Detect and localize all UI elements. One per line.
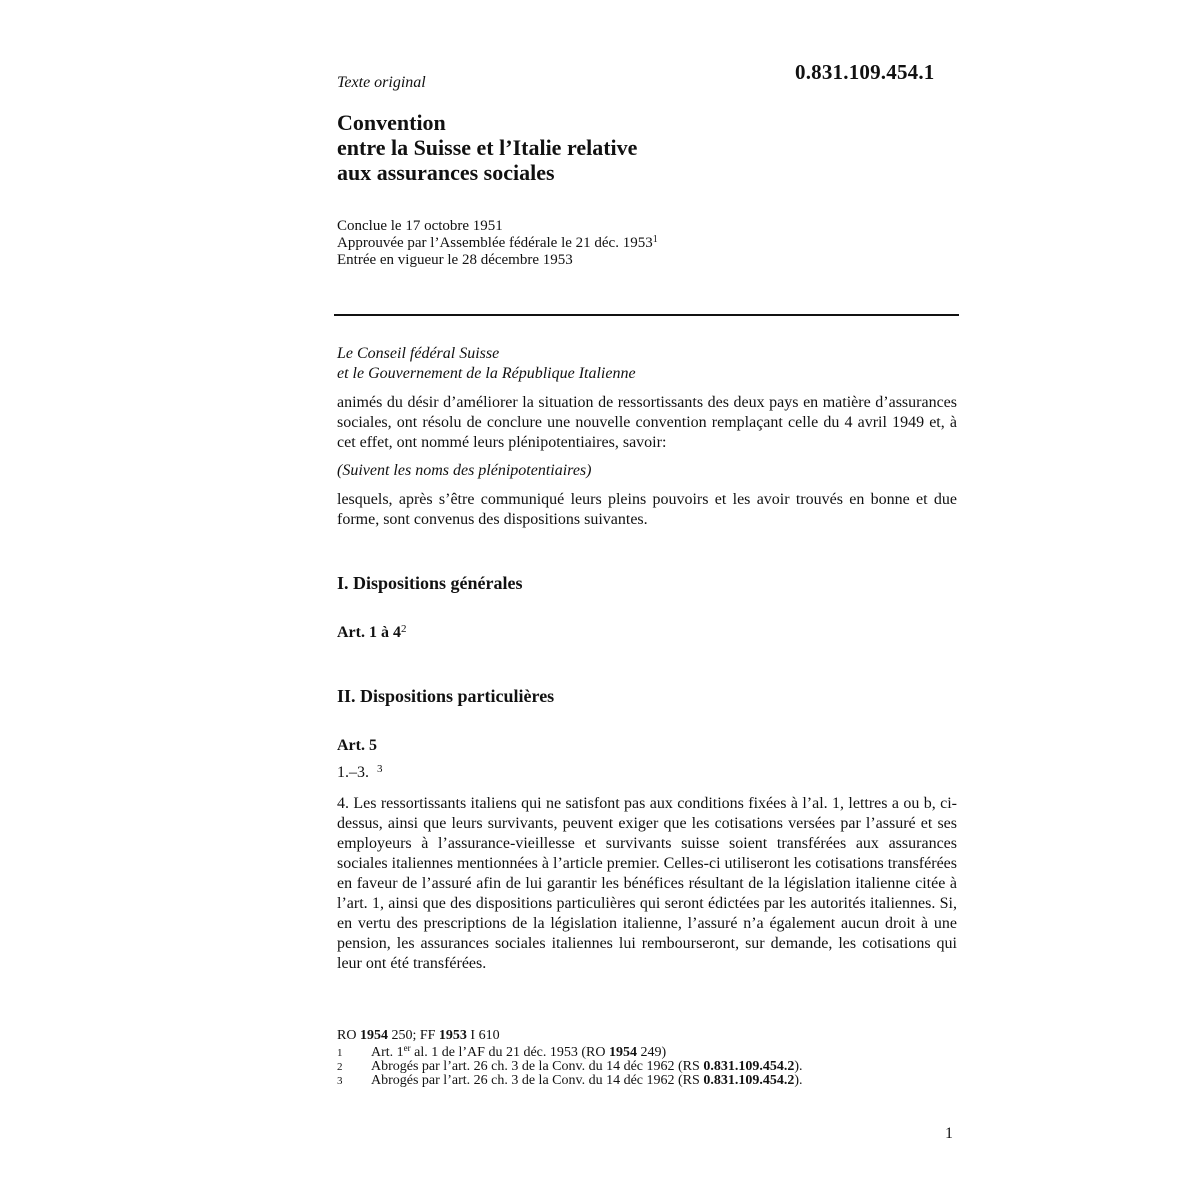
footnote-2-number: 2 (337, 1061, 343, 1073)
ro-ff-reference: RO 1954 250; FF 1953 I 610 (337, 1028, 500, 1043)
date-entree: Entrée en vigueur le 28 décembre 1953 (337, 252, 573, 268)
title-line-2: entre la Suisse et l’Italie relative (337, 135, 638, 160)
footnote-ref-2[interactable]: 2 (400, 623, 407, 635)
date-conclue: Conclue le 17 octobre 1951 (337, 218, 503, 234)
section-heading-1: I. Dispositions générales (337, 573, 523, 593)
sr-number: 0.831.109.454.1 (795, 60, 935, 84)
horizontal-rule (334, 314, 959, 316)
texte-original-label: Texte original (337, 74, 426, 91)
article-5-heading: Art. 5 (337, 737, 377, 754)
preamble-parties (337, 344, 636, 384)
date-approuvee: Approuvée par l’Assemblée fédérale le 21 déc. 1953$^1$ (337, 234, 658, 251)
party-1: Le Conseil fédéral Suisse (337, 345, 500, 362)
title-line-1: Convention (337, 110, 446, 135)
footnote-2 (337, 1060, 957, 1074)
footnote-ref-3[interactable]: 3 (377, 763, 383, 775)
section-heading-2: II. Dispositions particulières (337, 686, 555, 706)
preamble-suivent: (Suivent les noms des plénipotentiaires) (337, 462, 592, 479)
footnote-3-text: Abrogés par l’art. 26 ch. 3 de la Conv. du 14 déc 1962 (RS 0.831.109.454.2). (371, 1073, 803, 1088)
article-5-al-4: 4. Les ressortissants italiens qui ne satisfont pas aux conditions fixées à l’al. 1, lettres a ou b, ci-dessus, ainsi que leurs survivants, peuvent exiger que les cotisations versées par l’assuré et ses employeurs à l’assurance-vieillesse et survivants suisse soient transférées aux assurances sociales italiennes mentionnées à l’article premier. Celles-ci utiliseront les cotisations transférées en faveur de l’assuré afin de lui garantir les bénéfices résultant de la législation italienne citée à l’art. 1, ainsi que des dispositions particulières qui seront édictées par les autorités italiennes. Si, en vertu des prescriptions de la législation italienne, l’assuré n’a également aucun droit à une pension, les assurances sociales italiennes lui rembourseront, sur demande, les cotisations qui leur ont été transférées. (337, 795, 957, 972)
footnote-3-number: 3 (337, 1075, 343, 1087)
preamble-animes: animés du désir d’améliorer la situation de ressortissants des deux pays en matière d’assurances sociales, ont résolu de conclure une nouvelle convention remplaçant celle du 4 avril 1949 et, à cet effet, ont nommé leurs plénipotentiaires, savoir: (337, 394, 957, 451)
article-1-4-heading: Art. 1 à $4^2$ (337, 623, 407, 641)
footnote-1 (337, 1043, 957, 1060)
footnote-3-rs-link[interactable]: 0.831.109.454.2 (703, 1073, 795, 1088)
footnotes (337, 1028, 957, 1088)
title-line-3: aux assurances sociales (337, 160, 555, 185)
document-title (337, 110, 637, 185)
article-5-al-1-3: 1.–3. $^3$ (337, 763, 383, 781)
footnote-2-text: Abrogés par l’art. 26 ch. 3 de la Conv. du 14 déc 1962 (RS 0.831.109.454.2). (371, 1059, 803, 1074)
footnote-ref-1[interactable]: 1 (652, 234, 658, 245)
page-number: 1 (945, 1125, 953, 1142)
footnote-1-text: Art. 1er al. 1 de l’AF du 21 déc. 1953 (RO 1954 249) (371, 1043, 667, 1060)
dates-block (337, 218, 658, 269)
footnote-2-rs-link[interactable]: 0.831.109.454.2 (703, 1059, 795, 1074)
preamble-lesquels: lesquels, après s’être communiqué leurs pleins pouvoirs et les avoir trouvés en bonne et due forme, sont convenus des dispositions suivantes. (337, 491, 957, 528)
footnote-3 (337, 1074, 957, 1088)
footnote-1-number: 1 (337, 1047, 343, 1059)
party-2: et le Gouvernement de la République Italienne (337, 365, 636, 382)
